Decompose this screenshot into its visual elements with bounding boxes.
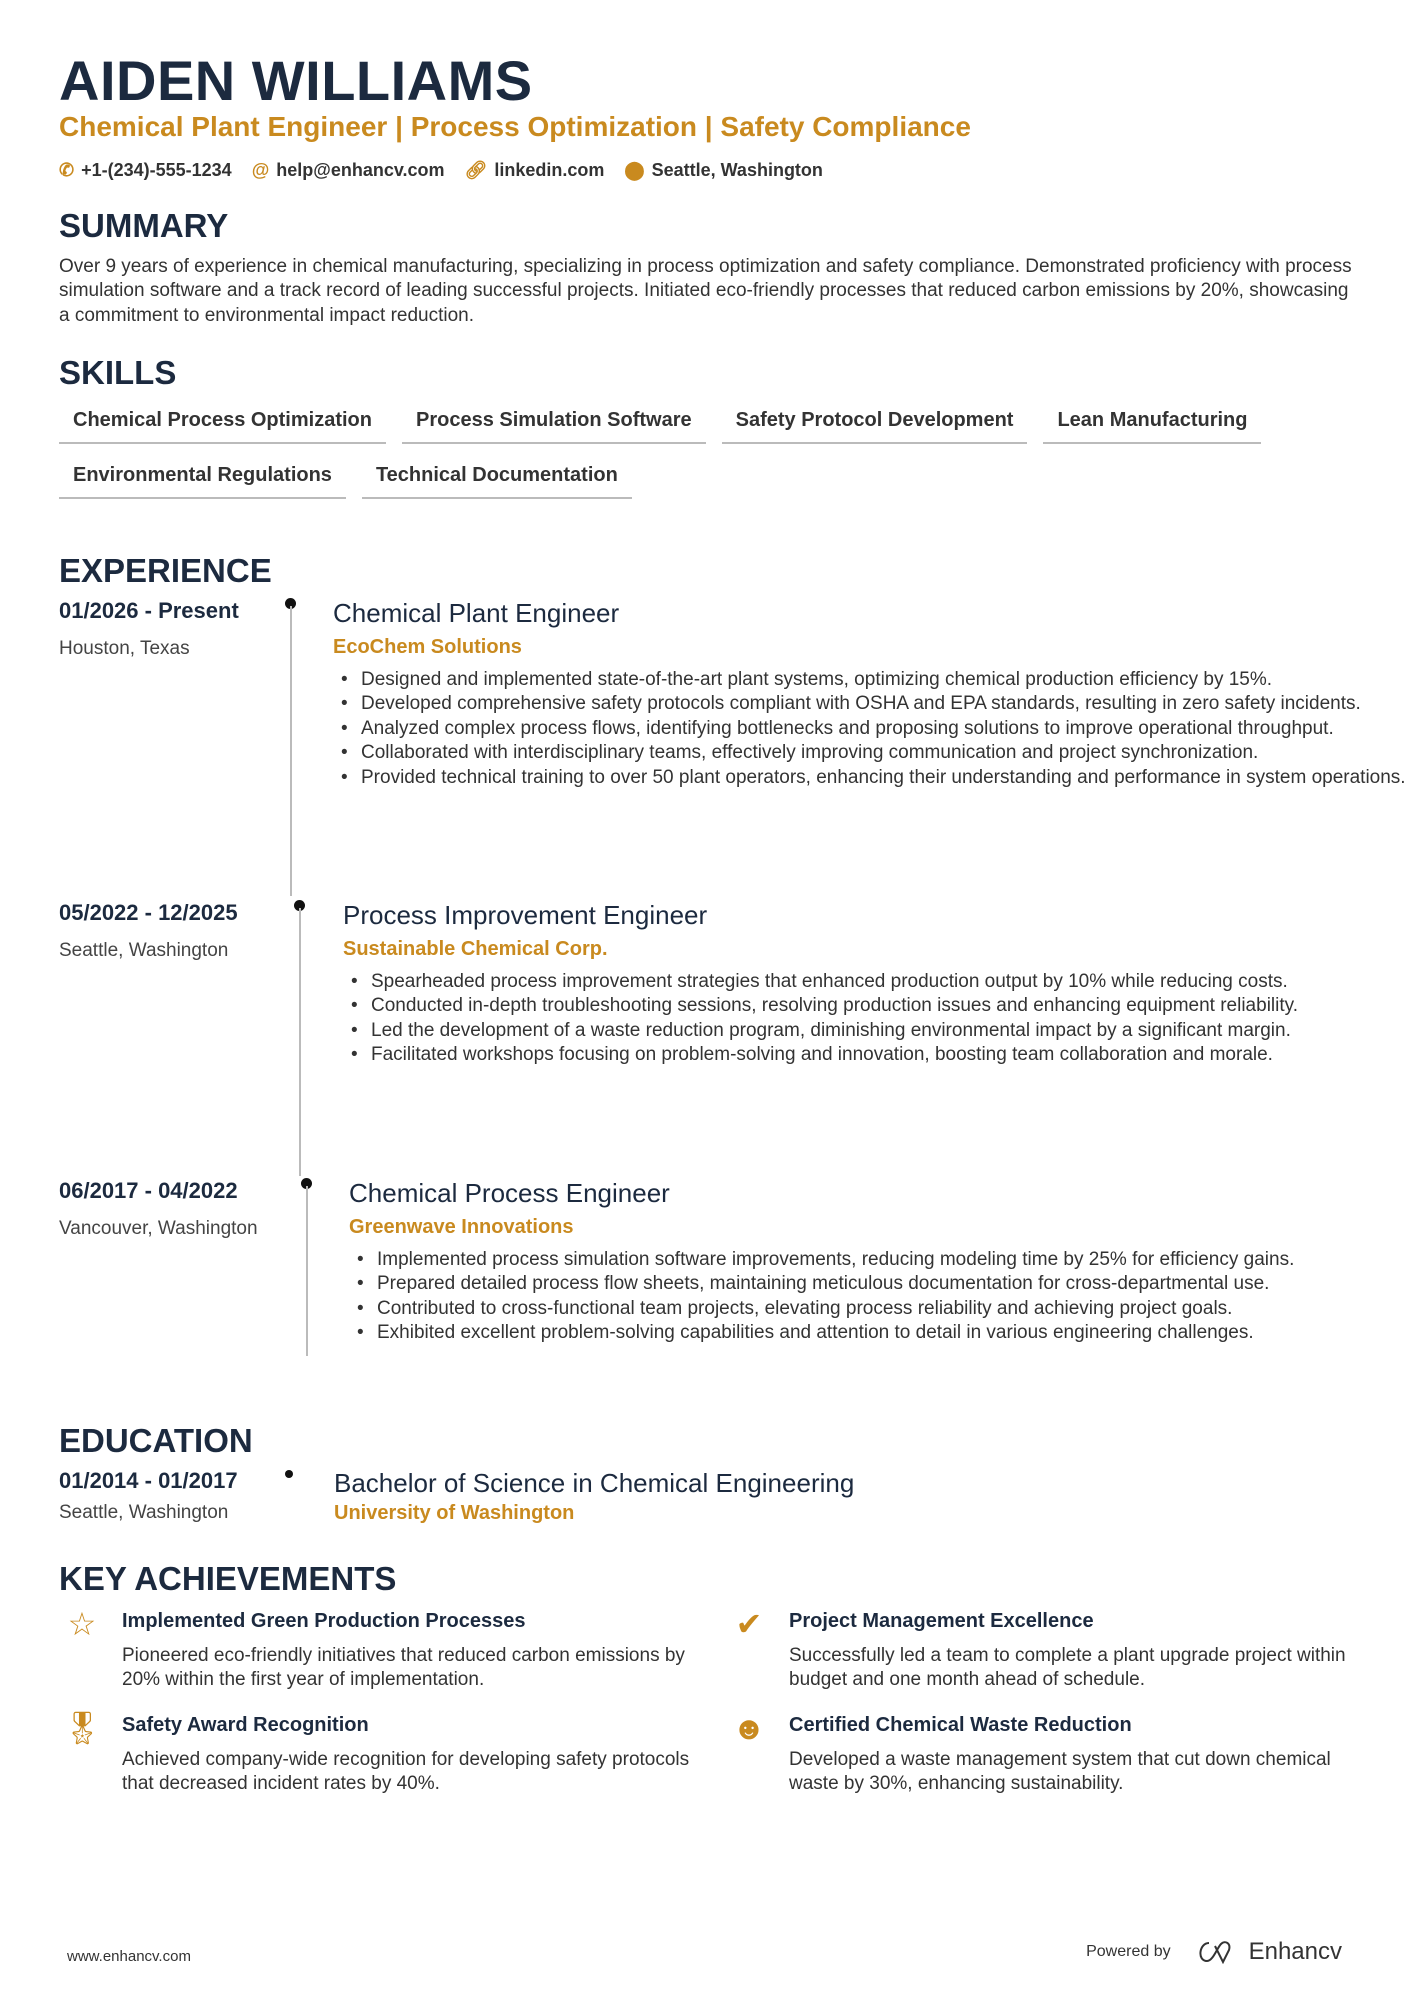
contact-location bbox=[624, 160, 823, 181]
education-location: Seattle, Washington bbox=[59, 1502, 229, 1523]
link-icon: 🔗︎ bbox=[464, 160, 488, 180]
timeline-line bbox=[306, 1186, 308, 1356]
achievement-title: Implemented Green Production Processes bbox=[122, 1610, 526, 1632]
phone-icon: ✆ bbox=[59, 160, 75, 180]
enhancv-logo-icon bbox=[1195, 1940, 1241, 1964]
head-lightbulb-icon: ☻ bbox=[732, 1710, 766, 1746]
company-name: Greenwave Innovations bbox=[349, 1216, 574, 1238]
skill-tag: Environmental Regulations bbox=[59, 460, 346, 499]
at-icon: @ bbox=[251, 160, 270, 180]
job-location: Vancouver, Washington bbox=[59, 1218, 258, 1239]
bullet: • Contributed to cross-functional team projects, elevating process reliability and achieving project goals. bbox=[349, 1297, 1359, 1321]
location-text: Seattle, Washington bbox=[651, 160, 823, 180]
experience-heading: EXPERIENCE bbox=[59, 552, 272, 589]
company-name: EcoChem Solutions bbox=[333, 636, 522, 658]
bullet: • Analyzed complex process flows, identifying bottlenecks and proposing solutions to improve operational throughput. bbox=[333, 717, 1410, 741]
bullet: • Designed and implemented state-of-the-art plant systems, optimizing chemical production efficiency by 15%. bbox=[333, 668, 1410, 692]
checkmark-icon: ✔ bbox=[735, 1606, 763, 1642]
job-location: Houston, Texas bbox=[59, 638, 190, 659]
job-bullets bbox=[333, 668, 1410, 790]
job-title: Chemical Plant Engineer bbox=[333, 598, 620, 628]
timeline-line bbox=[290, 606, 292, 896]
bullet: • Led the development of a waste reduction program, diminishing environmental impact by a significant margin. bbox=[343, 1019, 1343, 1043]
job-location: Seattle, Washington bbox=[59, 940, 229, 961]
candidate-name: AIDEN WILLIAMS bbox=[59, 49, 533, 112]
bullet: • Developed comprehensive safety protocols compliant with OSHA and EPA standards, resulting in zero safety incidents. bbox=[333, 692, 1410, 716]
job-bullets bbox=[349, 1248, 1359, 1346]
location-icon: ⬤ bbox=[624, 160, 645, 180]
bullet: • Collaborated with interdisciplinary teams, effectively improving communication and project synchronization. bbox=[333, 741, 1410, 765]
contact-bar bbox=[59, 160, 823, 181]
bullet: • Facilitated workshops focusing on problem-solving and innovation, boosting team collaboration and morale. bbox=[343, 1043, 1343, 1067]
bullet: • Implemented process simulation software improvements, reducing modeling time by 25% for efficiency gains. bbox=[349, 1248, 1359, 1272]
school-name: University of Washington bbox=[334, 1502, 575, 1524]
contact-phone bbox=[59, 160, 232, 181]
bullet: • Spearheaded process improvement strategies that enhanced production output by 10% while reducing costs. bbox=[343, 970, 1343, 994]
skills-heading: SKILLS bbox=[59, 354, 177, 391]
phone-text: +1-(234)-555-1234 bbox=[81, 160, 232, 180]
job-title: Chemical Process Engineer bbox=[349, 1178, 670, 1208]
achievement-title: Certified Chemical Waste Reduction bbox=[789, 1714, 1132, 1736]
email-text[interactable]: help@enhancv.com bbox=[276, 160, 445, 180]
job-dates: 01/2026 - Present bbox=[59, 598, 239, 623]
achievement-description: Successfully led a team to complete a plant upgrade project within budget and one month ahead of schedule. bbox=[789, 1645, 1346, 1691]
skill-tag: Lean Manufacturing bbox=[1043, 405, 1261, 444]
summary-text: Over 9 years of experience in chemical manufacturing, specializing in process optimization and safety compliance. Demonstrated proficiency with process simulation software and a track record of leading successful projects. Initiated eco-friendly processes that reduced carbon emissions by 20%, showcasing a commitment to environmental impact reduction. bbox=[59, 256, 1352, 326]
linkedin-text[interactable]: linkedin.com bbox=[494, 160, 605, 180]
footer-branding bbox=[1086, 1938, 1342, 1966]
skill-tag: Safety Protocol Development bbox=[722, 405, 1028, 444]
footer-website[interactable]: www.enhancv.com bbox=[67, 1948, 191, 1965]
job-dates: 05/2022 - 12/2025 bbox=[59, 900, 238, 925]
degree: Bachelor of Science in Chemical Engineering bbox=[334, 1468, 855, 1498]
education-dates: 01/2014 - 01/2017 bbox=[59, 1468, 238, 1493]
summary-heading: SUMMARY bbox=[59, 207, 229, 244]
job-dates: 06/2017 - 04/2022 bbox=[59, 1178, 238, 1203]
company-name: Sustainable Chemical Corp. bbox=[343, 938, 608, 960]
award-ribbon-icon: 🎖︎ bbox=[62, 1710, 103, 1746]
achievement-description: Pioneered eco-friendly initiatives that reduced carbon emissions by 20% within the first year of implementation. bbox=[122, 1645, 685, 1691]
bullet: • Conducted in-depth troubleshooting sessions, resolving production issues and enhancing equipment reliability. bbox=[343, 994, 1343, 1018]
achievements-heading: KEY ACHIEVEMENTS bbox=[59, 1560, 397, 1597]
skills-list bbox=[59, 405, 1359, 499]
skill-tag: Process Simulation Software bbox=[402, 405, 706, 444]
star-icon: ☆ bbox=[67, 1606, 97, 1642]
job-bullets bbox=[343, 970, 1343, 1068]
powered-by-label: Powered by bbox=[1086, 1943, 1171, 1960]
skill-tag: Technical Documentation bbox=[362, 460, 632, 499]
brand-name: Enhancv bbox=[1248, 1938, 1342, 1965]
timeline-line bbox=[299, 908, 301, 1176]
job-title: Process Improvement Engineer bbox=[343, 900, 708, 930]
bullet: • Exhibited excellent problem-solving capabilities and attention to detail in various engineering challenges. bbox=[349, 1321, 1359, 1345]
achievement-description: Achieved company-wide recognition for developing safety protocols that decreased incident rates by 40%. bbox=[122, 1749, 690, 1795]
contact-linkedin[interactable] bbox=[465, 160, 605, 181]
contact-email[interactable] bbox=[252, 160, 445, 181]
timeline-dot bbox=[285, 1470, 293, 1478]
achievement-title: Project Management Excellence bbox=[789, 1610, 1094, 1632]
achievement-description: Developed a waste management system that cut down chemical waste by 30%, enhancing sustainability. bbox=[789, 1749, 1331, 1795]
achievement-title: Safety Award Recognition bbox=[122, 1714, 369, 1736]
enhancv-logo[interactable] bbox=[1195, 1938, 1342, 1966]
skill-tag: Chemical Process Optimization bbox=[59, 405, 386, 444]
bullet: • Provided technical training to over 50 plant operators, enhancing their understanding and performance in system operations. bbox=[333, 766, 1410, 790]
headline: Chemical Plant Engineer | Process Optimization | Safety Compliance bbox=[59, 111, 971, 142]
bullet: • Prepared detailed process flow sheets, maintaining meticulous documentation for cross-departmental use. bbox=[349, 1272, 1359, 1296]
education-heading: EDUCATION bbox=[59, 1422, 253, 1459]
